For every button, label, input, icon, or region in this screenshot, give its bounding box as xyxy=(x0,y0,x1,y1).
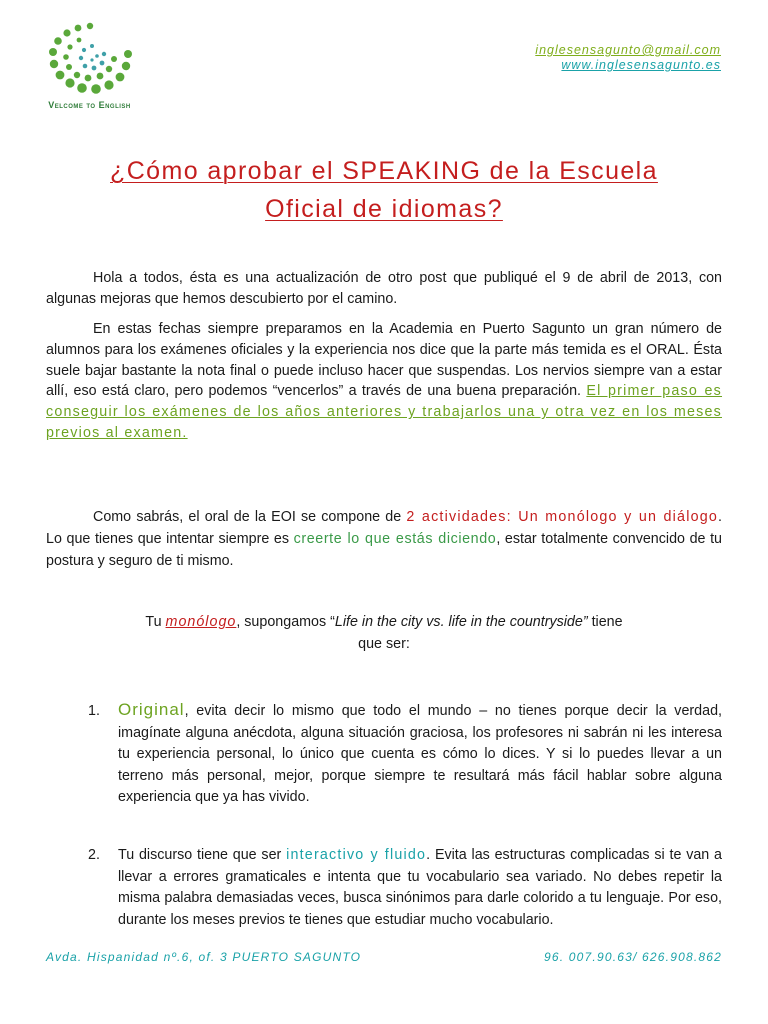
page-title xyxy=(46,152,722,228)
paragraph-activities xyxy=(46,506,722,572)
intro-mid: , supongamos “ xyxy=(236,614,335,630)
footer-address: Avda. Hispanidad nº.6, of. 3 PUERTO SAGUNTO xyxy=(46,950,362,964)
email-link[interactable]: inglesensagunto@gmail.com xyxy=(535,43,721,57)
list-item-text xyxy=(118,699,722,809)
website-link[interactable]: www.inglesensagunto.es xyxy=(561,58,721,72)
list-item xyxy=(88,699,722,809)
activities-text-b: . Lo que tienes que intentar siempre es xyxy=(46,509,723,547)
list-item-pre: Tu discurso tiene que ser xyxy=(118,847,287,863)
paragraph-intro: Hola a todos, ésta es una actualización de otro post que publiqué el 9 de abril de 2013, con algunas mejoras que hemos descubierto por el camino. xyxy=(46,270,722,307)
contact-block xyxy=(535,43,721,73)
logo xyxy=(22,20,157,115)
monologo-highlight: monólogo xyxy=(165,614,237,630)
intro-pre: Tu xyxy=(145,614,166,630)
footer-phones: 96. 007.90.63/ 626.908.862 xyxy=(543,950,722,964)
list-item-body: . Evita las estructuras complicadas si te van a llevar a errores gramaticales e intenta que tu vocabulario sea variado. No debes repetir la misma palabra demasiadas veces, busca sinónimos para darle colorido a tu lenguaje. Por eso, durante los meses previos te tienes que estudiar mucho vocabulario. xyxy=(118,847,722,928)
list-number: 2. xyxy=(88,847,100,863)
paragraph-preparation xyxy=(46,319,722,444)
monologue-intro xyxy=(46,611,722,655)
list-number: 1. xyxy=(88,703,100,719)
interactive-highlight: interactivo y fluido xyxy=(286,847,427,863)
logo-text: Velcome to English xyxy=(48,100,131,110)
title-line-1: ¿Cómo aprobar el SPEAKING de la Escuela xyxy=(110,157,658,185)
activities-highlight: 2 actividades: Un monólogo y un diálogo xyxy=(406,509,719,525)
intro-topic: Life in the city vs. life in the countryside” xyxy=(334,614,588,630)
intro-line-2: que ser: xyxy=(358,636,410,652)
activities-text-c: , estar totalmente convencido de tu postura y seguro de ti mismo. xyxy=(46,531,723,569)
title-line-2: Oficial de idiomas? xyxy=(265,195,503,223)
list-item xyxy=(88,845,722,931)
list-item-text xyxy=(118,845,722,931)
activities-text-a: Como sabrás, el oral de la EOI se compone de xyxy=(93,509,407,525)
list-item-body: , evita decir lo mismo que todo el mundo – no tienes porque decir la verdad, imagínate alguna anécdota, alguna situación graciosa, los profesores ni sabrán ni les interesa tu experiencia personal, lo único que cuenta es cómo lo dices. Y si lo puedes llevar a un terreno más personal, mejor, porque siempre te resultará más fácil hablar sobre alguna experiencia que ya has vivido. xyxy=(118,703,722,805)
first-step-highlight: El primer paso es conseguir los exámenes de los años anteriores y trabajarlos una y otra vez en los meses previos al examen. xyxy=(46,383,723,441)
paragraph-preparation-text: En estas fechas siempre preparamos en la Academia en Puerto Sagunto un gran número de alumnos para los exámenes oficiales y la experiencia nos dice que la parte más temida es el ORAL. Ésta suele bajar bastante la nota final o puede incluso hacer que suspendas. Los nervios siempre van a estar allí, eso está claro, pero podemos “vencerlos” a través de una buena preparación. xyxy=(46,321,722,400)
spiral-logo-icon xyxy=(34,20,146,98)
original-highlight: Original xyxy=(118,700,185,719)
intro-post: tiene xyxy=(587,614,623,630)
believe-highlight: creerte lo que estás diciendo xyxy=(293,531,497,547)
